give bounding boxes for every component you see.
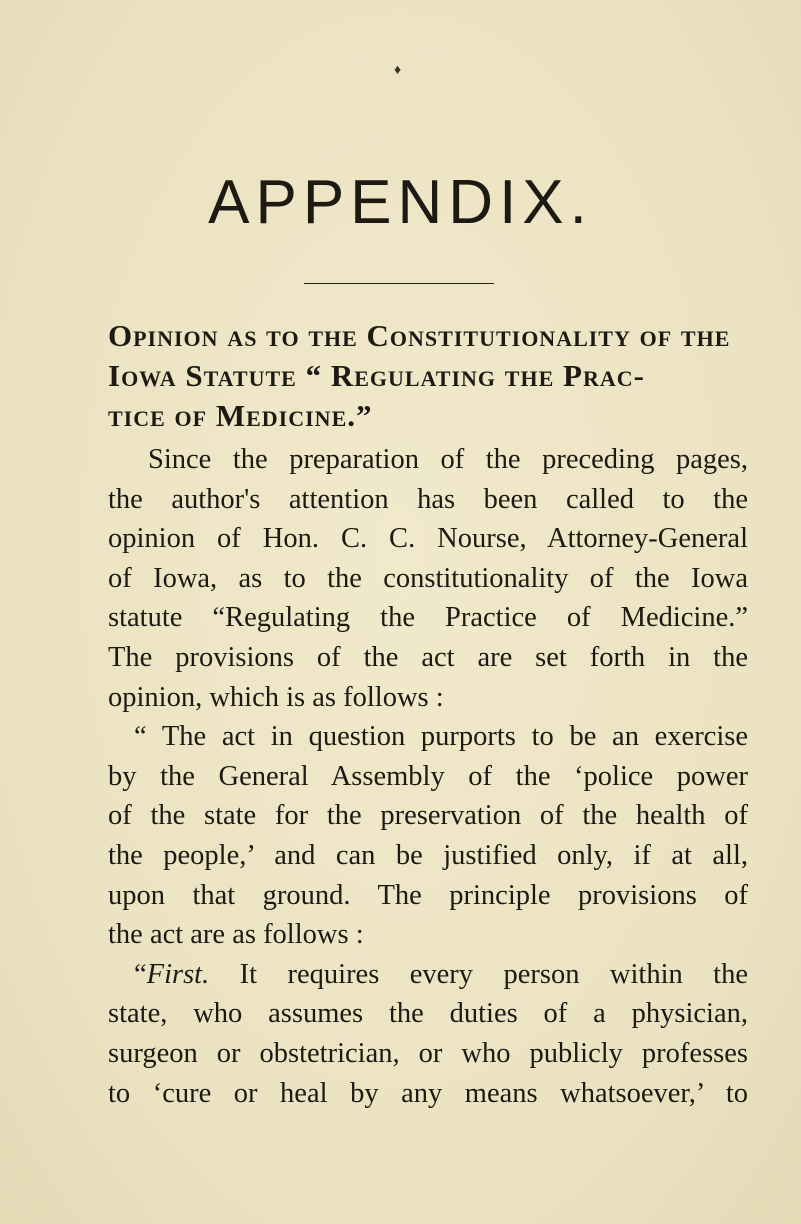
text-line: “ The act in question purports to be an exercise [134, 721, 748, 753]
section-heading-line: Opinion as to the Constitutionality of the [108, 318, 731, 353]
section-heading-line: tice of Medicine.” [108, 398, 373, 433]
text-line: state, who assumes the duties of a physician, [108, 998, 748, 1030]
text-line: to ‘cure or heal by any means whatsoever,’ to [108, 1077, 748, 1109]
text-line: statute “Regulating the Practice of Medicine.” [108, 602, 748, 634]
ornament-mark: ♦ [394, 63, 402, 78]
page-title: APPENDIX. [208, 168, 593, 237]
first-label: First. [146, 958, 210, 990]
text-line: The provisions of the act are set forth in the [108, 641, 748, 673]
text-line: the people,’ and can be justified only, if at all, [108, 839, 748, 871]
section-heading [108, 316, 731, 436]
text-line: opinion of Hon. C. C. Nourse, Attorney-General [108, 523, 748, 555]
text-line-first-provision [108, 955, 748, 995]
text-line: of the state for the preservation of the health of [108, 800, 748, 832]
section-heading-line: Iowa Statute “ Regulating the Prac- [108, 358, 645, 393]
open-quote: “ [134, 958, 147, 990]
text-line: Since the preparation of the preceding pages, [148, 444, 748, 475]
text-line: of Iowa, as to the constitutionality of the Iowa [108, 562, 748, 594]
text-line: surgeon or obstetrician, or who publicly professes [108, 1037, 748, 1069]
text-line: the act are as follows : [108, 919, 364, 951]
text-line: upon that ground. The principle provisions of [108, 879, 748, 911]
text-line: the author's attention has been called to the [108, 483, 748, 515]
body-text [108, 440, 748, 1113]
first-provision-text: It requires every person within the [209, 958, 748, 990]
title-divider [304, 283, 494, 284]
text-line: by the General Assembly of the ‘police power [108, 760, 748, 792]
text-line: opinion, which is as follows : [108, 681, 444, 713]
